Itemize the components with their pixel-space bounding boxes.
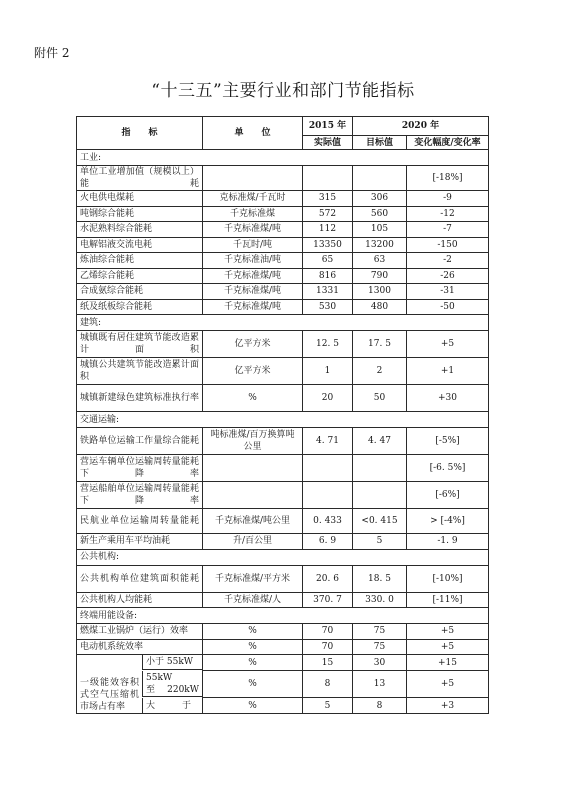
unit-cell: 千克标准油/吨 (203, 253, 303, 269)
indicator-name: 公共机构单位建筑面积能耗 (77, 565, 203, 592)
indicator-name: 火电供电煤耗 (77, 191, 203, 207)
table-body (77, 150, 489, 714)
value-2015-cell: 530 (303, 299, 353, 315)
indicator-name: 新生产乘用车平均油耗 (77, 534, 203, 550)
category-row (77, 549, 489, 565)
indicator-name: 乙烯综合能耗 (77, 268, 203, 284)
compressor-indicator-text: 一级能效容积式空气压缩机市场占有率 (80, 678, 139, 712)
change-cell: -150 (407, 237, 489, 253)
indicator-name: 城镇新建绿色建筑标准执行率 (77, 385, 203, 412)
value-2015-cell: 370. 7 (303, 592, 353, 608)
value-2015-cell (303, 455, 353, 482)
table-row (77, 639, 489, 655)
indicator-name: 城镇公共建筑节能改造累计面积 (77, 358, 203, 385)
attachment-label: 附件 2 (34, 46, 70, 60)
value-2015-cell: 1331 (303, 284, 353, 300)
indicator-name: 单位工业增加值（规模以上）能耗 (77, 166, 203, 191)
target-2020-cell (353, 482, 407, 509)
change-cell: -12 (407, 206, 489, 222)
header-year-2015: 2015 年 (303, 117, 353, 136)
category-row (77, 412, 489, 428)
change-cell: +5 (407, 671, 489, 698)
unit-cell: 吨标准煤/百万换算吨公里 (203, 428, 303, 455)
target-2020-cell: 30 (353, 655, 407, 671)
indicator-name: 电解铝液交流电耗 (77, 237, 203, 253)
unit-cell (203, 166, 303, 191)
value-2015-cell: 1 (303, 358, 353, 385)
target-2020-cell: 4. 47 (353, 428, 407, 455)
indicator-name: 炼油综合能耗 (77, 253, 203, 269)
value-2015-cell (303, 166, 353, 191)
target-2020-cell: 50 (353, 385, 407, 412)
change-cell: +5 (407, 624, 489, 640)
compressor-indicator-name (77, 655, 143, 712)
value-2015-cell: 315 (303, 191, 353, 207)
category-label: 终端用能设备: (77, 608, 489, 624)
table-row (77, 428, 489, 455)
unit-cell: 千克标准煤/吨 (203, 222, 303, 238)
page-title: “十三五”主要行业和部门节能指标 (151, 81, 415, 101)
table-row (77, 284, 489, 300)
table-row (77, 534, 489, 550)
change-cell: +30 (407, 385, 489, 412)
target-2020-cell: 790 (353, 268, 407, 284)
value-2015-cell: 6. 9 (303, 534, 353, 550)
target-2020-cell: 63 (353, 253, 407, 269)
header-year-2020: 2020 年 (353, 117, 489, 136)
unit-cell: % (203, 698, 303, 714)
target-2020-cell: 306 (353, 191, 407, 207)
compressor-power-range: 大 于 (146, 700, 192, 711)
unit-cell: % (203, 624, 303, 640)
header-change-rate: 变化幅度/变化率 (407, 136, 489, 150)
table-row (77, 592, 489, 608)
indicator-name: 纸及纸板综合能耗 (77, 299, 203, 315)
change-cell: -7 (407, 222, 489, 238)
change-cell: -1. 9 (407, 534, 489, 550)
unit-cell: 升/百公里 (203, 534, 303, 550)
table-row (77, 191, 489, 207)
energy-saving-indicators-table (76, 116, 489, 714)
change-cell: [-11%] (407, 592, 489, 608)
value-2015-cell: 15 (303, 655, 353, 671)
unit-cell: 千克标准煤/吨 (203, 284, 303, 300)
unit-cell: % (203, 671, 303, 698)
target-2020-cell: 75 (353, 639, 407, 655)
value-2015-cell: 12. 5 (303, 331, 353, 358)
category-label: 建筑: (77, 315, 489, 331)
change-cell: +5 (407, 639, 489, 655)
change-cell: [-6%] (407, 482, 489, 509)
value-2015-cell: 4. 71 (303, 428, 353, 455)
compressor-power-range: 小于 55kW (143, 655, 202, 670)
value-2015-cell (303, 482, 353, 509)
header-unit: 单 位 (203, 117, 303, 150)
value-2015-cell: 20. 6 (303, 565, 353, 592)
category-label: 交通运输: (77, 412, 489, 428)
change-cell: -9 (407, 191, 489, 207)
category-row (77, 150, 489, 166)
target-2020-cell: 5 (353, 534, 407, 550)
table-row (77, 565, 489, 592)
change-cell: [-5%] (407, 428, 489, 455)
target-2020-cell: 2 (353, 358, 407, 385)
unit-cell (203, 482, 303, 509)
change-cell: -2 (407, 253, 489, 269)
unit-cell: 亿平方米 (203, 358, 303, 385)
value-2015-cell: 8 (303, 671, 353, 698)
value-2015-cell: 20 (303, 385, 353, 412)
change-cell: [-18%] (407, 166, 489, 191)
header-actual-value: 实际值 (303, 136, 353, 150)
target-2020-cell: 330. 0 (353, 592, 407, 608)
category-label: 公共机构: (77, 549, 489, 565)
indicator-name: 电动机系统效率 (77, 639, 203, 655)
target-2020-cell: 560 (353, 206, 407, 222)
category-row (77, 608, 489, 624)
target-2020-cell: 105 (353, 222, 407, 238)
value-2015-cell: 65 (303, 253, 353, 269)
table-row (77, 624, 489, 640)
target-2020-cell: 1300 (353, 284, 407, 300)
target-2020-cell: 13200 (353, 237, 407, 253)
target-2020-cell: 480 (353, 299, 407, 315)
unit-cell: 千克标准煤/平方米 (203, 565, 303, 592)
change-cell: -26 (407, 268, 489, 284)
change-cell: +15 (407, 655, 489, 671)
change-cell: +1 (407, 358, 489, 385)
value-2015-cell: 13350 (303, 237, 353, 253)
table-row (77, 268, 489, 284)
table-row (77, 331, 489, 358)
value-2015-cell: 5 (303, 698, 353, 714)
target-2020-cell: 75 (353, 624, 407, 640)
indicator-name: 合成氨综合能耗 (77, 284, 203, 300)
indicator-name: 水泥熟料综合能耗 (77, 222, 203, 238)
indicator-name: 城镇既有居住建筑节能改造累计面积 (77, 331, 203, 358)
unit-cell: % (203, 655, 303, 671)
unit-cell: 千克标准煤/吨 (203, 299, 303, 315)
change-cell: +5 (407, 331, 489, 358)
table-row (77, 509, 489, 534)
unit-cell: 千克标准煤 (203, 206, 303, 222)
value-2015-cell: 70 (303, 639, 353, 655)
target-2020-cell: 13 (353, 671, 407, 698)
value-2015-cell: 816 (303, 268, 353, 284)
change-cell: +3 (407, 698, 489, 714)
header-indicator: 指 标 (77, 117, 203, 150)
table-row (77, 206, 489, 222)
target-2020-cell: 18. 5 (353, 565, 407, 592)
target-2020-cell: 17. 5 (353, 331, 407, 358)
indicator-name: 公共机构人均能耗 (77, 592, 203, 608)
indicator-name: 吨钢综合能耗 (77, 206, 203, 222)
target-2020-cell: 8 (353, 698, 407, 714)
unit-cell: 千克标准煤/人 (203, 592, 303, 608)
value-2015-cell: 70 (303, 624, 353, 640)
unit-cell: 千瓦时/吨 (203, 237, 303, 253)
unit-cell: 亿平方米 (203, 331, 303, 358)
table-row (77, 222, 489, 238)
indicator-name: 燃煤工业锅炉（运行）效率 (77, 624, 203, 640)
unit-cell: % (203, 639, 303, 655)
change-cell: [-6. 5%] (407, 455, 489, 482)
value-2015-cell: 0. 433 (303, 509, 353, 534)
indicator-name: 铁路单位运输工作量综合能耗 (77, 428, 203, 455)
unit-cell (203, 455, 303, 482)
table-row (77, 253, 489, 269)
category-label: 工业: (77, 150, 489, 166)
table-row (77, 166, 489, 191)
unit-cell: 千克标准煤/吨 (203, 268, 303, 284)
unit-cell: 克标准煤/千瓦时 (203, 191, 303, 207)
category-row (77, 315, 489, 331)
table-row (77, 655, 489, 671)
change-cell: -31 (407, 284, 489, 300)
table-row (77, 455, 489, 482)
target-2020-cell: <0. 415 (353, 509, 407, 534)
change-cell: > [-4%] (407, 509, 489, 534)
indicator-name: 民航业单位运输周转量能耗 (77, 509, 203, 534)
value-2015-cell: 112 (303, 222, 353, 238)
table-row (77, 358, 489, 385)
target-2020-cell (353, 166, 407, 191)
indicator-name: 营运车辆单位运输周转量能耗下降率 (77, 455, 203, 482)
table-row (77, 299, 489, 315)
unit-cell: 千克标准煤/吨公里 (203, 509, 303, 534)
header-target-value: 目标值 (353, 136, 407, 150)
change-cell: -50 (407, 299, 489, 315)
compressor-power-range: 55kW 至 220kW (143, 671, 202, 697)
table-row (77, 482, 489, 509)
target-2020-cell (353, 455, 407, 482)
indicator-name: 营运船舶单位运输周转量能耗下降率 (77, 482, 203, 509)
change-cell: [-10%] (407, 565, 489, 592)
table-row (77, 385, 489, 412)
value-2015-cell: 572 (303, 206, 353, 222)
table-row (77, 237, 489, 253)
unit-cell: % (203, 385, 303, 412)
